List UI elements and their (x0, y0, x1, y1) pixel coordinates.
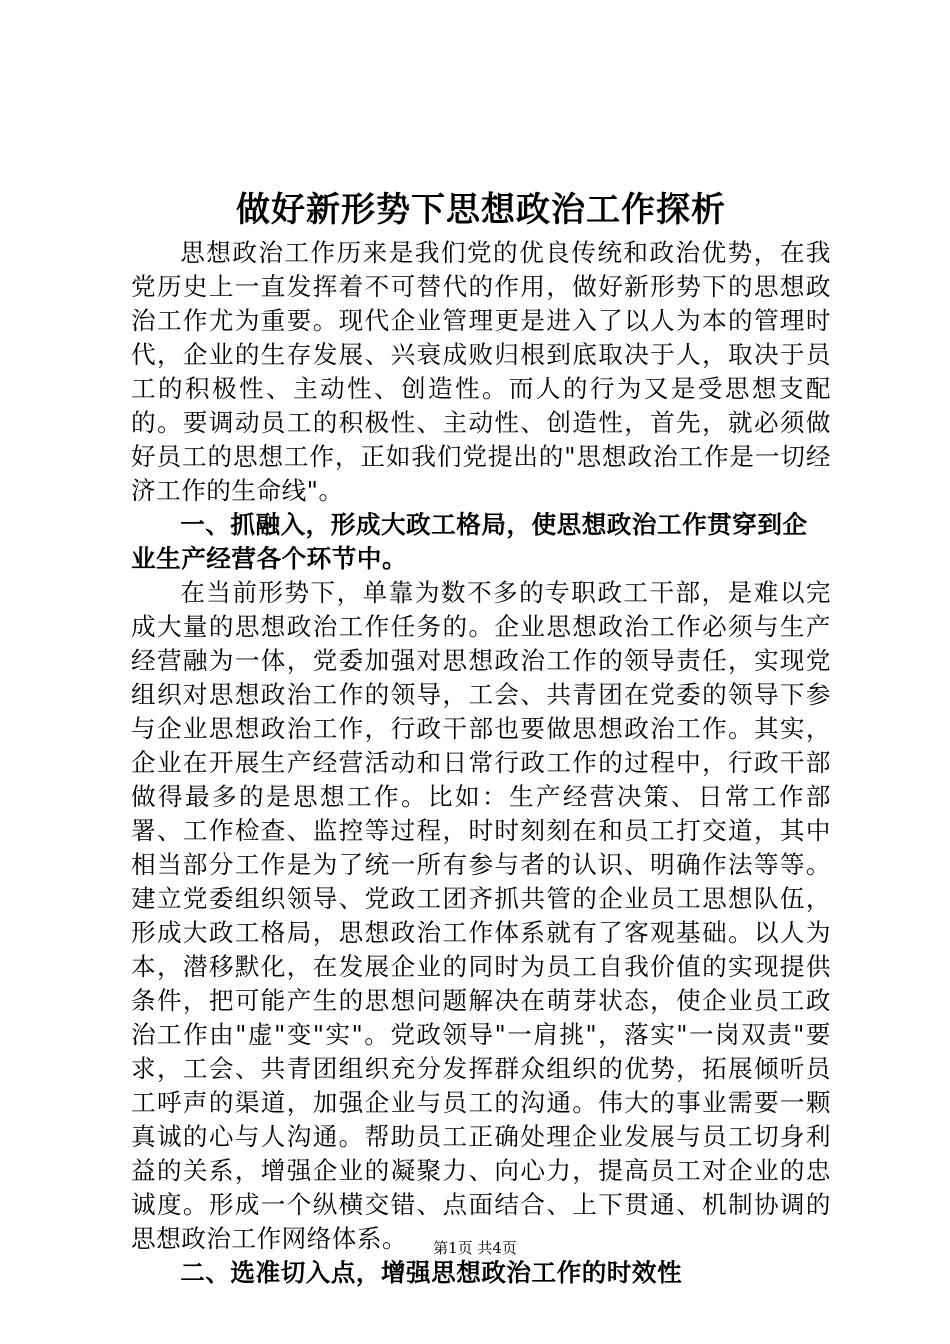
section-1-heading: 一、抓融入，形成大政工格局，使思想政治工作贯穿到企业生产经营各个环节中。 (131, 510, 808, 573)
document-title: 做好新形势下思想政治工作探析 (236, 190, 726, 230)
page-number-footer: 第1页 共4页 (433, 1239, 517, 1257)
document-body (131, 186, 831, 1290)
intro-paragraph: 思想政治工作历来是我们党的优良传统和政治优势，在我党历史上一直发挥着不可替代的作用，做好新形势下的思想政治工作尤为重要。现代企业管理更是进入了以人为本的管理时代，企业的生存发展、兴衰成败归根到底取决于人，取决于员工的积极性、主动性、创造性。而人的行为又是受思想支配的。要调动员工的积极性、主动性、创造性，首先，就必须做好员工的思想工作，正如我们党提出的"思想政治工作是一切经济工作的生命线"。 (131, 238, 831, 505)
section-1-paragraph: 在当前形势下，单靠为数不多的专职政工干部，是难以完成大量的思想政治工作任务的。企业思想政治工作必须与生产经营融为一体，党委加强对思想政治工作的领导责任，实现党组织对思想政治工作的领导，工会、共青团在党委的领导下参与企业思想政治工作，行政干部也要做思想政治工作。其实，企业在开展生产经营活动和日常行政工作的过程中，行政干部做得最多的是思想工作。比如：生产经营决策、日常工作部署、工作检查、监控等过程，时时刻刻在和员工打交道，其中相当部分工作是为了统一所有参与者的认识、明确作法等等。建立党委组织领导、党政工团齐抓共管的企业员工思想队伍，形成大政工格局，思想政治工作体系就有了客观基础。以人为本，潜移默化，在发展企业的同时为员工自我价值的实现提供条件，把可能产生的思想问题解决在萌芽状态，使企业员工政治工作由"虚"变"实"。党政领导"一肩挑"，落实"一岗双责"要求，工会、共青团组织充分发挥群众组织的优势，拓展倾听员工呼声的渠道，加强企业与员工的沟通。伟大的事业需要一颗真诚的心与人沟通。帮助员工正确处理企业发展与员工切身利益的关系，增强企业的凝聚力、向心力，提高员工对企业的忠诚度。形成一个纵横交错、点面结合、上下贯通、机制协调的思想政治工作网络体系。 (131, 578, 831, 1253)
section-2-heading: 二、选准切入点，增强思想政治工作的时效性 (180, 1258, 683, 1287)
